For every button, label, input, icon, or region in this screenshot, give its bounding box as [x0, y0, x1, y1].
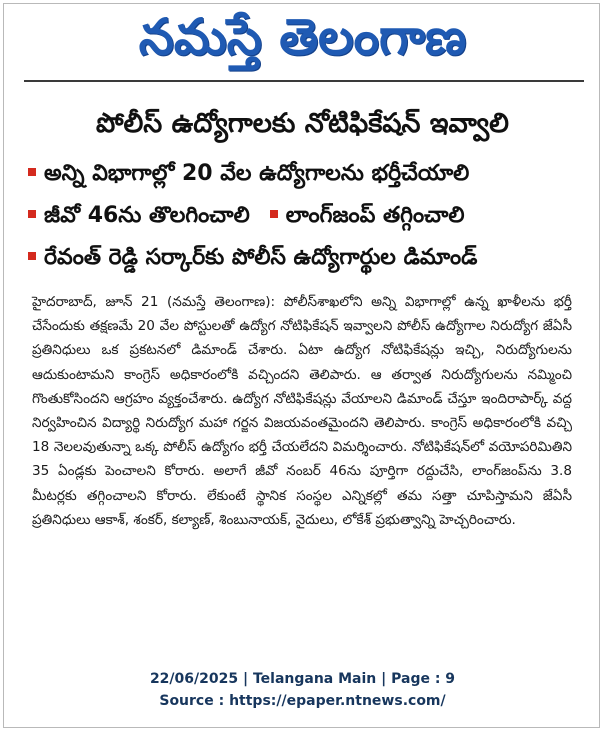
bullet-icon — [270, 210, 278, 218]
masthead-divider — [24, 80, 584, 82]
bullet-icon — [28, 252, 36, 260]
article-headline: పోలీస్ ఉద్యోగాలకు నోటిఫికేషన్ ఇవ్వాలి — [96, 108, 509, 139]
subhead-2 — [28, 200, 465, 232]
source-link[interactable]: Source : https://epaper.ntnews.com/ — [159, 693, 446, 709]
subhead-1-text: అన్ని విభాగాల్లో 20 వేల ఉద్యోగాలను భర్తీచేయాలి — [44, 161, 470, 186]
subhead-2a-text: జీవో 46ను తొలగించాలి — [44, 203, 250, 228]
bullet-icon — [28, 168, 36, 176]
subhead-3-text: రేవంత్ రెడ్డి సర్కార్‌కు పోలీస్ ఉద్యోగార్థుల డిమాండ్ — [44, 245, 478, 270]
subhead-1 — [28, 158, 469, 190]
newspaper-masthead: నమస్తే తెలంగాణ — [138, 8, 467, 66]
article-body: హైదరాబాద్, జూన్ 21 (నమస్తే తెలంగాణ): పోలీస్‌శాఖలోని అన్ని విభాగాల్లో ఉన్న ఖాళీలను భర్తీ చేసేందుకు తక్షణమే 20 వేల పోస్టులతో ఉద్యోగ నోటిఫికేషన్ ఇవ్వాలని పోలీస్ ఉద్యోగాల నిరుద్యోగ జేఏసీ ప్రతినిధులు ఒక ప్రకటనలో డిమాండ్ చేశారు. ఏటా ఉద్యోగ నోటిఫికేషన్లు ఇచ్చి, నిరుద్యోగులను ఆదుకుంటామని కాంగ్రెస్ అధికారంలోకి వచ్చిందని తెలిపారు. ఆ తర్వాత నిరుద్యోగులను నమ్మించి గొంతుకోసిందని ఆగ్రహం వ్యక్తంచేశారు. ఉద్యోగ నోటిఫికేషన్లు వేయాలని డిమాండ్ చేస్తూ ఇందిరాపార్క్ వద్ద నిర్వహించిన విద్యార్థి నిరుద్యోగ మహా గర్జన విజయవంతమైందని తెలిపారు. కాంగ్రెస్ అధికారంలోకి వచ్చి 18 నెలలవుతున్నా ఒక్క పోలీస్ ఉద్యోగం భర్తీ చేయలేదని విమర్శించారు. నోటిఫికేషన్‌లో వయోపరిమితిని 35 ఏండ్లకు పెంచాలని కోరారు. అలాగే జీవో నంబర్ 46ను పూర్తిగా రద్దుచేసి, లాంగ్‌జంప్‌ను 3.8 మీటర్లకు తగ్గించాలని కోరారు. లేకుంటే స్థానిక సంస్థల ఎన్నికల్లో తమ సత్తా చూపిస్తామని జేఏసీ ప్రతినిధులు ఆకాశ్, శంకర్, కల్యాణ్, శింబునాయక్, నైదులు, లోకేశ్ ప్రభుత్వాన్ని హెచ్చరించారు. — [32, 294, 572, 528]
subhead-2b-text: లాంగ్‌జంప్ తగ్గించాలి — [285, 203, 465, 228]
bullet-icon — [28, 210, 36, 218]
edition-info: 22/06/2025 | Telangana Main | Page : 9 — [149, 671, 456, 687]
subhead-3 — [28, 242, 477, 274]
